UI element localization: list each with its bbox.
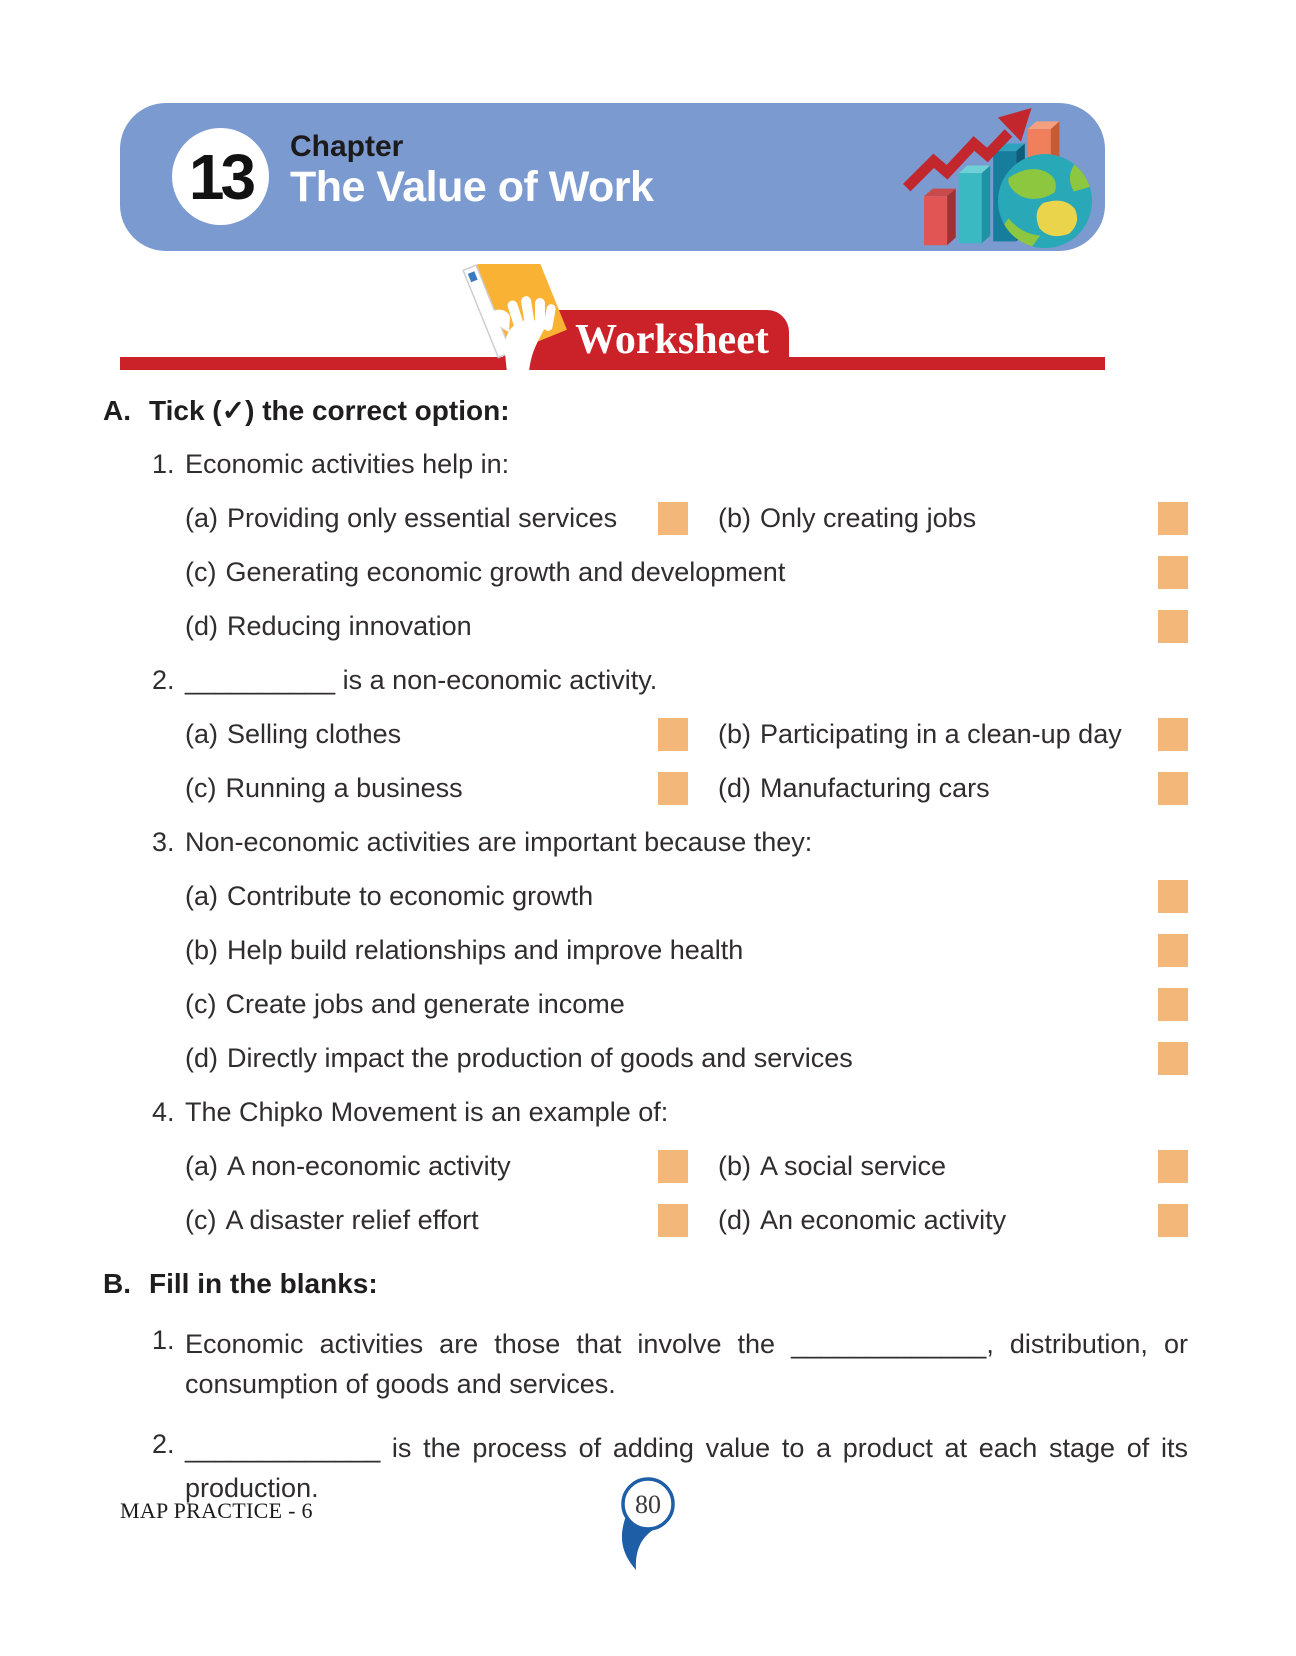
checkbox-q1-a[interactable] xyxy=(658,502,688,535)
checkbox-q3-b[interactable] xyxy=(1158,934,1188,967)
question-3-options-row-3 xyxy=(185,988,1188,1021)
question-1-number: 1. xyxy=(152,449,175,479)
checkbox-q3-d[interactable] xyxy=(1158,1042,1188,1075)
fill-blank-1 xyxy=(103,1324,1188,1404)
checkbox-q2-b[interactable] xyxy=(1158,718,1188,751)
page-number: 80 xyxy=(635,1490,661,1519)
chapter-label: Chapter xyxy=(290,130,404,163)
question-3 xyxy=(103,826,1188,859)
option-q2-b: (b) Participating in a clean-up day xyxy=(688,718,1188,751)
question-3-options-row-4 xyxy=(185,1042,1188,1075)
question-3-options-row-1 xyxy=(185,880,1188,913)
section-a-title: Tick (✓) the correct option: xyxy=(149,395,510,426)
page-title: The Value of Work xyxy=(290,163,654,211)
fill-blank-1-number: 1. xyxy=(152,1325,175,1355)
growth-chart-globe-icon xyxy=(901,105,1093,253)
checkbox-q2-a[interactable] xyxy=(658,718,688,751)
question-1-options-row-2 xyxy=(185,556,1188,589)
checkbox-q4-d[interactable] xyxy=(1158,1204,1188,1237)
checkbox-q2-d[interactable] xyxy=(1158,772,1188,805)
checkbox-q1-d[interactable] xyxy=(1158,610,1188,643)
question-3-number: 3. xyxy=(152,827,175,857)
checkbox-q1-b[interactable] xyxy=(1158,502,1188,535)
question-3-options-row-2 xyxy=(185,934,1188,967)
chapter-number-circle xyxy=(172,128,269,225)
option-q4-a: (a) A non-economic activity xyxy=(185,1150,688,1183)
option-q3-c: (c) Create jobs and generate income xyxy=(185,988,1188,1021)
option-q2-a: (a) Selling clothes xyxy=(185,718,688,751)
checkbox-q3-c[interactable] xyxy=(1158,988,1188,1021)
book-series-label: MAP PRACTICE - 6 xyxy=(120,1498,313,1523)
checkbox-q4-a[interactable] xyxy=(658,1150,688,1183)
option-q1-b: (b) Only creating jobs xyxy=(688,502,1188,535)
question-2 xyxy=(103,664,1188,697)
question-2-options-row-2 xyxy=(185,772,1188,805)
question-2-options-row-1 xyxy=(185,718,1188,751)
section-a xyxy=(103,394,1188,1237)
fill-blank-1-text: Economic activities are those that involve the _____________, distribution, or consumption of goods and services. xyxy=(185,1329,1188,1399)
chapter-banner xyxy=(120,103,1105,251)
chapter-titles xyxy=(290,130,653,212)
option-q4-c: (c) A disaster relief effort xyxy=(185,1204,688,1237)
fill-blank-2-number: 2. xyxy=(152,1429,175,1459)
option-q4-b: (b) A social service xyxy=(688,1150,1188,1183)
fill-blank-2-text: _____________ is the process of adding value to a product at each stage of its production. xyxy=(185,1433,1188,1503)
section-b-letter: B. xyxy=(103,1268,131,1299)
question-4-options-row-2 xyxy=(185,1204,1188,1237)
option-q1-a: (a) Providing only essential services xyxy=(185,502,688,535)
checkbox-q2-c[interactable] xyxy=(658,772,688,805)
question-4-options-row-1 xyxy=(185,1150,1188,1183)
question-2-text: __________ is a non-economic activity. xyxy=(185,665,658,695)
checkbox-q4-b[interactable] xyxy=(1158,1150,1188,1183)
question-1-text: Economic activities help in: xyxy=(185,449,510,479)
question-4 xyxy=(103,1096,1188,1129)
question-4-number: 4. xyxy=(152,1097,175,1127)
question-1-options-row-1 xyxy=(185,502,1188,535)
option-q2-c: (c) Running a business xyxy=(185,772,688,805)
question-1 xyxy=(103,448,1188,481)
question-4-text: The Chipko Movement is an example of: xyxy=(185,1097,669,1127)
worksheet-banner xyxy=(0,268,1296,370)
question-1-options-row-3 xyxy=(185,610,1188,643)
checkbox-q3-a[interactable] xyxy=(1158,880,1188,913)
question-3-text: Non-economic activities are important because they: xyxy=(185,827,813,857)
page-number-balloon xyxy=(612,1474,684,1578)
option-q3-d: (d) Directly impact the production of goods and services xyxy=(185,1042,1188,1075)
option-q1-d: (d) Reducing innovation xyxy=(185,610,1188,643)
checkbox-q4-c[interactable] xyxy=(658,1204,688,1237)
section-b xyxy=(103,1267,1188,1508)
option-q4-d: (d) An economic activity xyxy=(688,1204,1188,1237)
option-q3-b: (b) Help build relationships and improve health xyxy=(185,934,1188,967)
section-b-heading xyxy=(103,1267,1188,1300)
section-a-heading xyxy=(103,394,1188,427)
question-2-number: 2. xyxy=(152,665,175,695)
option-q1-c: (c) Generating economic growth and development xyxy=(185,556,1188,589)
worksheet-title: Worksheet xyxy=(575,317,769,363)
section-b-title: Fill in the blanks: xyxy=(149,1268,378,1299)
option-q3-a: (a) Contribute to economic growth xyxy=(185,880,1188,913)
section-a-letter: A. xyxy=(103,395,131,426)
worksheet-body xyxy=(103,394,1188,1508)
option-q2-d: (d) Manufacturing cars xyxy=(688,772,1188,805)
checkbox-q1-c[interactable] xyxy=(1158,556,1188,589)
chapter-number: 13 xyxy=(188,140,253,213)
hand-holding-book-icon xyxy=(423,264,601,372)
